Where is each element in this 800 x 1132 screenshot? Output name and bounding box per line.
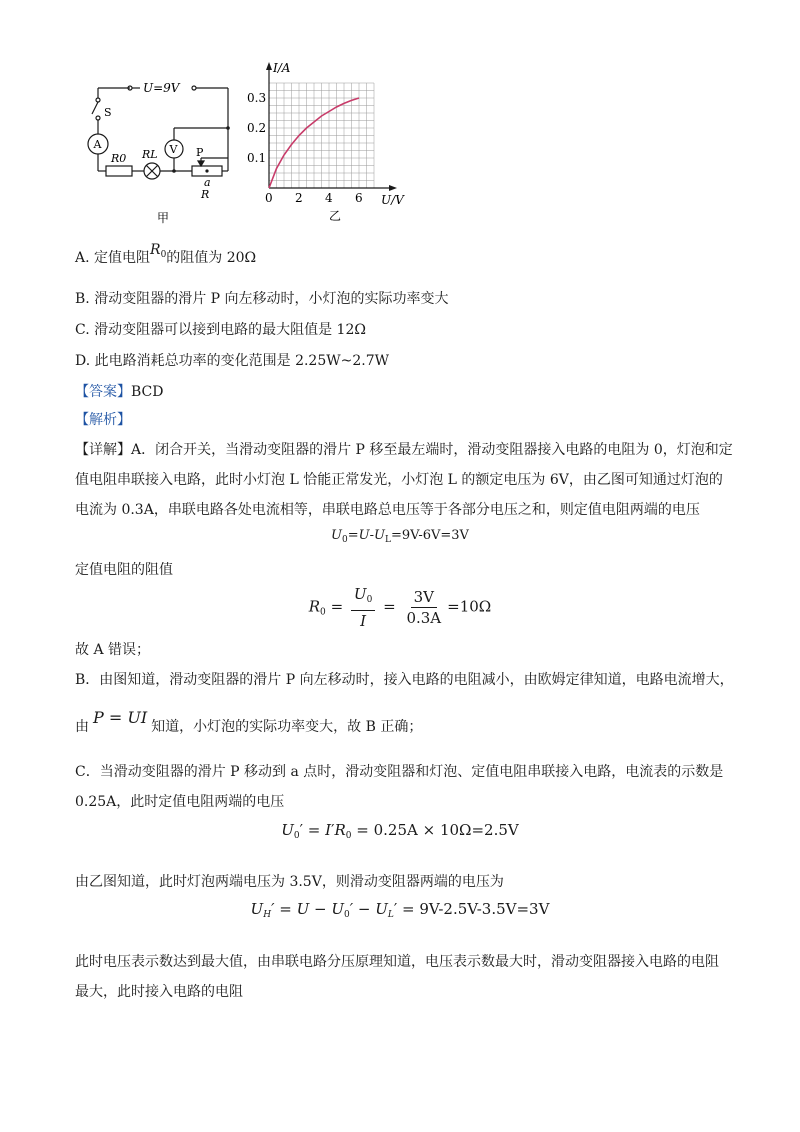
x-tick-label: 6 [355,191,363,205]
equation-2 [0,585,800,630]
eq2-den2: 0.3A [406,609,442,627]
eq3-i: I [325,821,332,839]
r-label: R [201,188,210,201]
eq2-eq-2: = [383,597,396,616]
solution-line-5: 故 A 错误； [75,642,151,658]
eq2-fraction-1 [351,585,375,630]
eq2-r-sub: 0 [320,607,326,618]
eq2-eq: = [330,597,344,616]
eq3-lhs: U [281,821,294,839]
eq4-rhs: ′ = 9V-2.5V-3.5V=3V [393,900,550,918]
option-a-sub: 0 [160,250,167,260]
eq3-r-sub: 0 [345,831,352,841]
r0-label: R0 [111,152,127,165]
answer-line [75,382,163,402]
y-tick-label: 0.2 [247,121,267,135]
solution-line-2: 值电阻串联接入电路，此时小灯泡 L 恰能正常发光，小灯泡 L 的额定电压为 6V，由乙图可知通过灯泡的 [75,472,723,488]
solution-line-8: C．当滑动变阻器的滑片 P 移动到 a 点时，滑动变阻器和灯泡、定值电阻串联接入电路，电流表的示数是 [75,764,724,780]
eq3-r: R [334,821,346,839]
eq2-rhs: =10Ω [447,597,492,616]
option-a-suffix: 的阻值为 20Ω [166,250,257,266]
eq3-prime: ′ = [299,821,326,839]
eq2-num2: 3V [411,588,437,608]
option-a-prefix: A. 定值电阻 [75,250,151,266]
eq4-mid-sub: 0 [343,910,350,920]
option-b: B. 滑动变阻器的滑片 P 向左移动时，小灯泡的实际功率变大 [75,291,449,307]
eq1-u0: U [331,528,343,543]
y-tick-label: 0.3 [247,91,267,105]
p-label: P [196,146,204,159]
eq4-mid2-sub: L [387,910,394,920]
eq1-ul: U [374,528,385,543]
solution-line-6: B．由图知道，滑动变阻器的滑片 P 向左移动时，接入电路的电阻减小，由欧姆定律知道，电路电流增大， [75,672,734,688]
y-axis-label: I/A [273,61,291,75]
equation-1 [0,528,800,545]
x-tick-label: 4 [325,191,333,205]
y-tick-label: 0.1 [247,151,267,165]
eq2-r: R [308,597,321,616]
solution-line-1: 【详解】A．闭合开关，当滑动变阻器的滑片 P 移至最左端时，滑动变阻器接入电路的电阻为 0，灯泡和定 [75,442,733,458]
eq2-fraction-2 [403,588,444,627]
solution-line-3: 电流为 0.3A，串联电路各处电流相等，串联电路总电压等于各部分电压之和，则定值电阻两端的电压 [75,502,700,518]
eq1-u0-sub: 0 [342,535,348,545]
analysis-tag: 【解析】 [75,412,131,428]
x-tick-label: 2 [295,191,303,205]
line7-formula: P = UI [93,708,148,727]
line7-prefix: 由 [75,719,89,735]
eq1-u: U [358,528,370,543]
line7-suffix: 知道，小灯泡的实际功率变大，故 B 正确； [151,719,423,735]
eq1-eq: = [347,528,359,543]
iu-graph [245,58,415,228]
equation-3 [0,821,800,841]
solution-line-4: 定值电阻的阻值 [75,562,173,578]
graph-caption: 乙 [329,209,342,223]
answer-tag: 【答案】 [75,384,131,400]
eq2-num1: U [353,585,367,603]
answer-value: BCD [131,384,164,400]
solution-line-11: 此时电压表示数达到最大值，由串联电路分压原理知道，电压表示数最大时，滑动变阻器接入电路的电阻 [75,954,719,970]
option-a [75,242,257,273]
solution-line-7 [75,708,423,737]
eq1-ul-sub: L [385,535,391,545]
eq4-mid2: ′ − U [349,900,388,918]
x-axis-label: U/V [381,193,404,207]
equation-4 [0,900,800,920]
option-c: C. 滑动变阻器可以接到电路的最大阻值是 12Ω [75,322,366,338]
eq4-lhs: U [250,900,264,918]
eq2-den1: I [360,612,367,630]
eq2-num1-sub: 0 [366,595,373,605]
circuit-caption: 甲 [157,211,170,225]
x-tick-label: 0 [265,191,273,205]
voltage-label: U=9V [143,81,180,95]
option-a-var: R [150,242,161,258]
eq1-minus: - [369,528,375,543]
eq4-lhs-sub: H [263,910,272,920]
solution-line-12: 最大，此时接入电路的电阻 [75,984,243,1000]
eq4-mid: ′ = U − U [271,900,344,918]
solution-line-9: 0.25A，此时定值电阻两端的电压 [75,794,285,810]
ammeter-label: A [93,138,102,151]
solution-line-10: 由乙图知道，此时灯泡两端电压为 3.5V，则滑动变阻器两端的电压为 [75,874,504,890]
rl-label: RL [142,148,158,161]
voltmeter-label: V [169,143,178,156]
option-d: D. 此电路消耗总功率的变化范围是 2.25W~2.7W [75,353,390,369]
eq1-rhs: =9V-6V=3V [390,528,469,543]
switch-label: S [104,106,112,119]
circuit-diagram [80,70,240,230]
eq3-lhs-sub: 0 [293,831,300,841]
eq3-iprime: ′ [331,821,335,839]
a-point-label: a [204,176,211,189]
eq3-rhs: = 0.25A × 10Ω=2.5V [351,821,519,839]
